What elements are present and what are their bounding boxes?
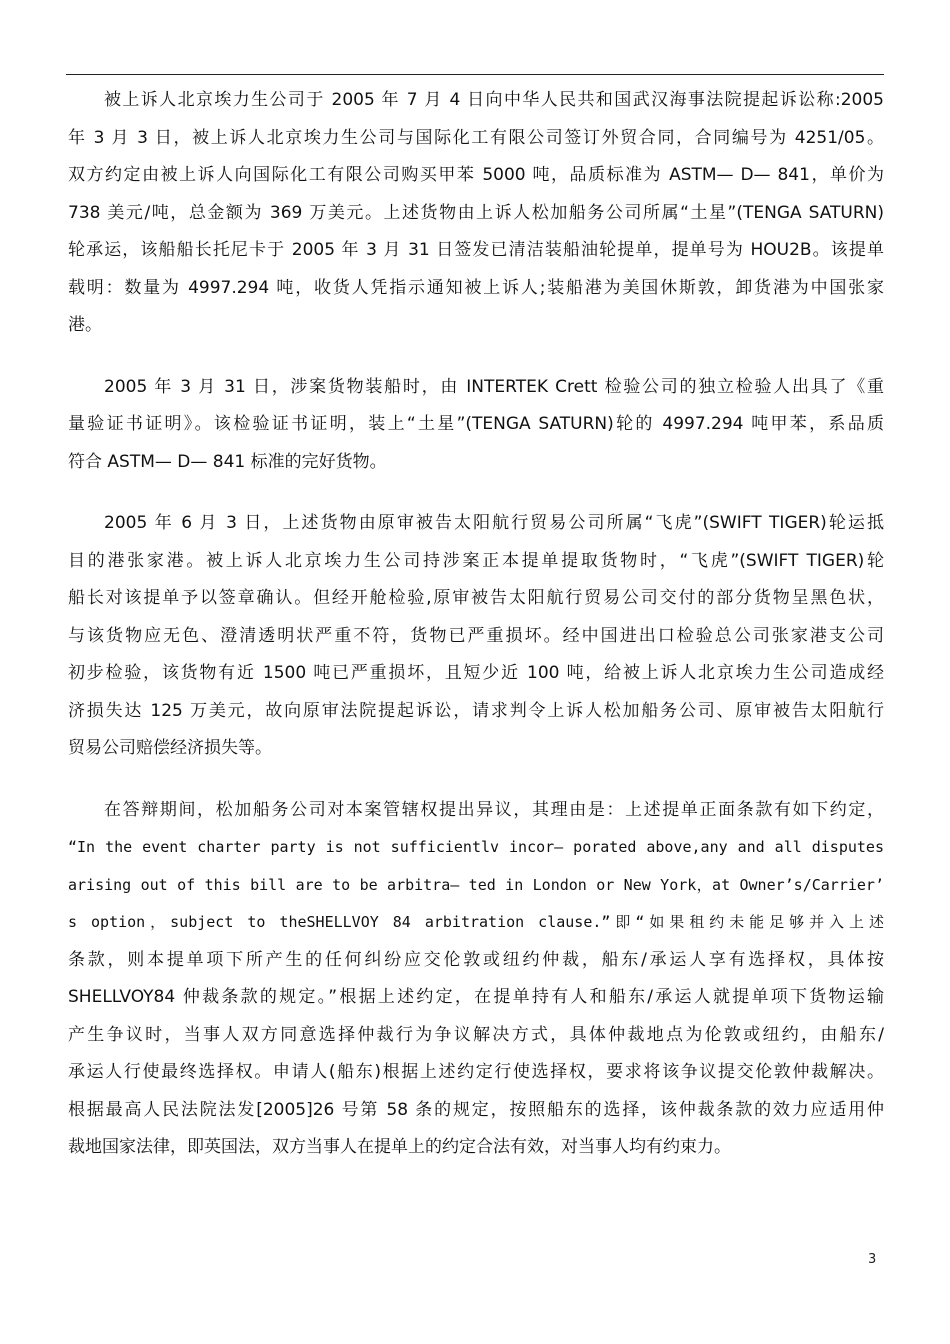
text-line: 量验证书证明》。该检验证书证明，装上“土星”(TENGA SATURN)轮的 4997.294 吨甲苯，系品质 [68, 414, 884, 434]
text-line: s option，subject to theSHELLVOY 84 arbitration clause.”即“如果租约未能足够并入上述 [68, 913, 884, 931]
text-line: 目的港张家港。被上诉人北京埃力生公司持涉案正本提单提取货物时，“飞虎”(SWIFT TIGER)轮 [68, 550, 884, 571]
text-line: 2005 年 6 月 3 日，上述货物由原审被告太阳航行贸易公司所属“飞虎”(SWIFT TIGER)轮运抵 [104, 513, 884, 533]
text-line: 承运人行使最终选择权。申请人(船东)根据上述约定行使选择权，要求将该争议提交伦敦仲裁解决。 [68, 1062, 884, 1082]
text-line: 轮承运，该船船长托尼卡于 2005 年 3 月 31 日签发已清洁装船油轮提单，提单号为 HOU2B。该提单 [68, 240, 884, 260]
text-line: 根据最高人民法院法发[2005]26 号第 58 条的规定，按照船东的选择，该仲裁条款的效力应适用仲 [68, 1099, 884, 1120]
text-line: 双方约定由被上诉人向国际化工有限公司购买甲苯 5000 吨，品质标准为 ASTM— D— 841，单价为 [68, 165, 884, 185]
text-line: 在答辩期间，松加船务公司对本案管辖权提出异议，其理由是：上述提单正面条款有如下约定， [104, 799, 884, 820]
text-line: 产生争议时，当事人双方同意选择仲裁行为争议解决方式，具体仲裁地点为伦敦或纽约，由船东/ [68, 1024, 884, 1045]
text-line: 贸易公司赔偿经济损失等。 [68, 738, 272, 758]
text-line: 港。 [68, 315, 102, 335]
text-line: 船长对该提单予以签章确认。但经开舱检验,原审被告太阳航行贸易公司交付的部分货物呈黑色状， [68, 588, 884, 608]
text-line: “In the event charter party is not sufficientlv incor— porated above,any and all disputes [68, 838, 884, 856]
paragraph-cargo-damage [68, 505, 884, 768]
header-rule [66, 74, 884, 75]
text-line: arising out of this bill are to be arbitra— ted in London or New York，at Owner’s/Carrier’ [68, 875, 884, 894]
text-line: 载明：数量为 4997.294 吨，收货人凭指示通知被上诉人;装船港为美国休斯敦，卸货港为中国张家 [68, 277, 884, 298]
page-number: 3 [868, 1252, 877, 1267]
text-line: 符合 ASTM— D— 841 标准的完好货物。 [68, 451, 387, 472]
paragraph-jurisdiction-objection [68, 792, 884, 1167]
text-line: 与该货物应无色、澄清透明状严重不符，货物已严重损坏。经中国进出口检验总公司张家港支公司 [68, 625, 884, 646]
text-line: 济损失达 125 万美元，故向原审法院提起诉讼，请求判令上诉人松加船务公司、原审被告太阳航行 [68, 700, 884, 721]
text-line: 初步检验，该货物有近 1500 吨已严重损坏，且短少近 100 吨，给被上诉人北京埃力生公司造成经 [68, 663, 884, 683]
document-body [68, 82, 884, 1191]
text-line: 年 3 月 3 日，被上诉人北京埃力生公司与国际化工有限公司签订外贸合同，合同编号为 4251/05。 [68, 127, 884, 148]
text-line: 裁地国家法律，即英国法，双方当事人在提单上的约定合法有效，对当事人均有约束力。 [68, 1137, 731, 1157]
paragraph-inspection-certificate [68, 369, 884, 482]
text-line: 被上诉人北京埃力生公司于 2005 年 7 月 4 日向中华人民共和国武汉海事法院提起诉讼称:2005 [104, 90, 884, 110]
text-line: 条款，则本提单项下所产生的任何纠纷应交伦敦或纽约仲裁，船东/承运人享有选择权，具体按 [68, 949, 884, 970]
text-line: 738 美元/吨，总金额为 369 万美元。上述货物由上诉人松加船务公司所属“土星”(TENGA SATURN) [68, 202, 884, 223]
paragraph-lawsuit-claim [68, 82, 884, 345]
text-line: 2005 年 3 月 31 日，涉案货物装船时，由 INTERTEK Crett 检验公司的独立检验人出具了《重 [104, 376, 884, 397]
text-line: SHELLVOY84 仲裁条款的规定。”根据上述约定，在提单持有人和船东/承运人就提单项下货物运输 [68, 987, 884, 1007]
